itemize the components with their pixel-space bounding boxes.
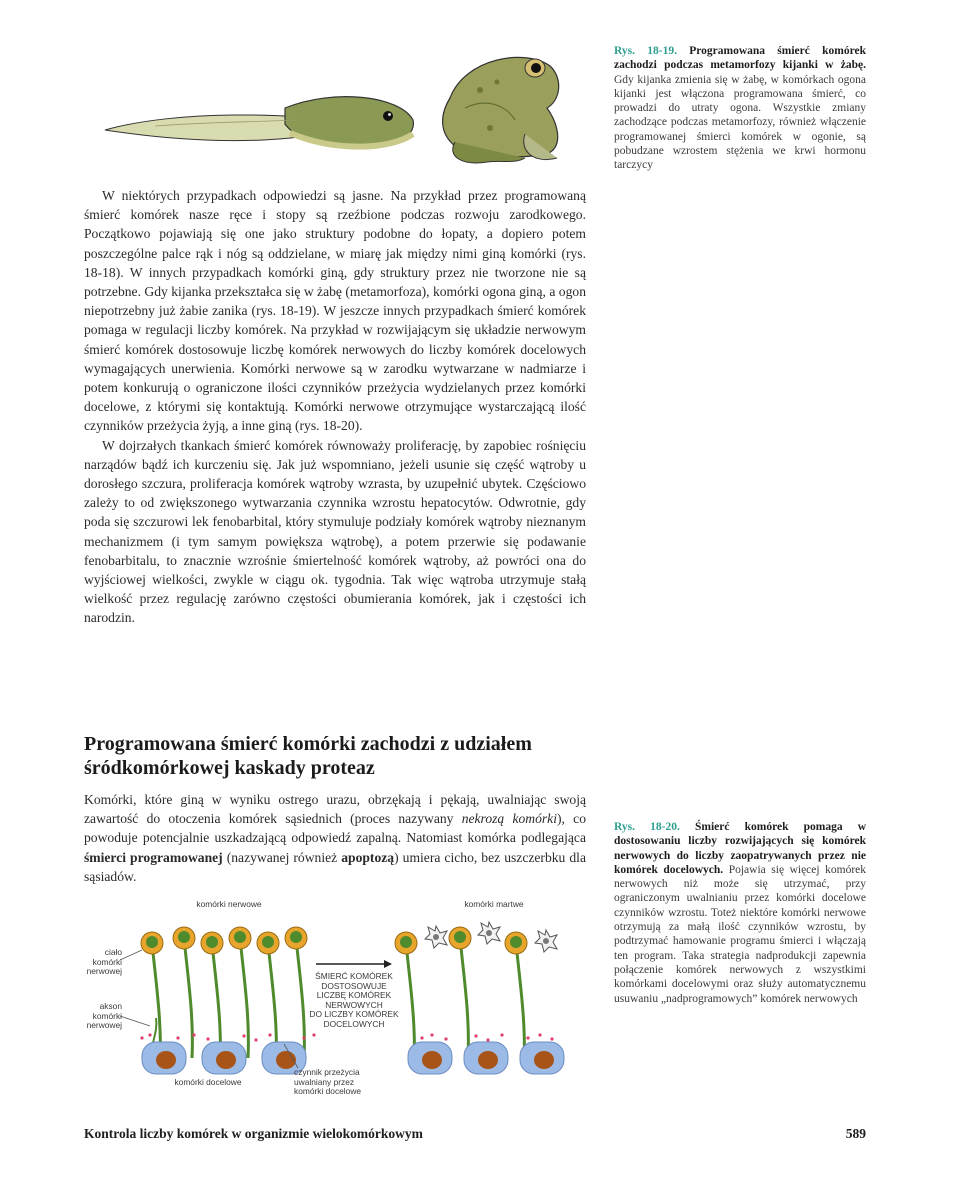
label-arrow-line-2: DOSTOSOWUJE (321, 980, 387, 991)
label-axon-line-1: akson (99, 1001, 122, 1011)
label-survival-factor (294, 1068, 394, 1097)
survival-factor-dots (140, 1033, 553, 1041)
caption-title: Śmierć komórek pomaga w dostosowaniu liczby rozwijających się komórek nerwowych do liczby zaopatrywanych przez nie komórek docelowych. (614, 821, 867, 876)
caption-fig-number: Rys. 18-20. (614, 821, 680, 833)
section-heading-line-2: śródkomórkowej kaskady proteaz (84, 757, 375, 779)
section-heading-line-1: Programowana śmierć komórki zachodzi z udziałem (84, 733, 532, 755)
label-axon-line-3: nerwowej (86, 1020, 122, 1031)
paragraph-3 (84, 790, 586, 886)
label-axon-line-2: komórki (92, 1010, 122, 1021)
paragraph-3-text-3: (nazywanej również (222, 849, 342, 865)
caption-fig-18-20 (614, 820, 866, 1006)
label-cell-body (78, 948, 122, 977)
label-cell-body-line-2: komórki (92, 956, 122, 967)
label-dead-cells: komórki martwe (464, 899, 524, 909)
metamorphosis-illustration (95, 38, 575, 178)
label-arrow-line-4: NERWOWYCH (325, 999, 383, 1010)
label-arrow-line-3: LICZBĘ KOMÓREK (316, 990, 392, 1001)
label-cell-body-line-3: nerwowej (86, 966, 122, 977)
term-apoptosis: apoptozą (341, 849, 395, 865)
term-necrosis: nekrozą komórki (461, 811, 557, 827)
label-nerve-cells: komórki nerwowe (196, 899, 262, 909)
frog-illustration (443, 57, 559, 163)
term-programmed-death: śmierci programowanej (84, 849, 223, 865)
caption-text: Gdy kijanka zmienia się w żabę, w komórkach ogona kijanki jest włączona programowana śmierć, co prowadzi do utraty ogona. Wszystkie zmiany zachodzące podczas metamorfozy, również włączenie programowanej śmierci komórek w ogonie, są pobudzane wzrostem stężenia we krwi hormonu tarczycy (614, 73, 866, 172)
right-target-cells (408, 1042, 564, 1074)
label-factor-line-2: uwalniany przez (294, 1076, 355, 1087)
paragraph-1: W niektórych przypadkach odpowiedzi są jasne. Na przykład przez programowaną śmierć komórek nasze ręce i stopy są rzeźbione podczas rozwoju zarodkowego. Początkowo pojawiają się one jako struktury podobne do łopaty, a dopiero potem poszczególne palce rąk i nóg są oddzielane, w miarę jak między nimi giną komórki (rys. 18-18). W innych przypadkach komórki giną, gdy struktury przez nie tworzone nie są potrzebne. Gdy kijanka przekształca się w żabę (metamorfoza), komórki ogona giną, a ogon niepotrzebny już żabie zanika (rys. 18-19). W jeszcze innych przypadkach śmierć komórek pomaga w regulacji liczby komórek. Na przykład w rozwijającym się układzie nerwowym śmierć komórek dostosowuje liczbę komórek nerwowych do liczby komórek docelowych wymagających unerwienia. Komórki nerwowe są w zarodku wytwarzane w nadmiarze i potem konkurują o ograniczone ilości czynników przeżycia wydzielanych przez komórki docelowe, z którymi się kontaktują. Komórki nerwowe otrzymujące wystarczającą ilość czynników przeżycia żyją, a inne giną (rys. 18-20). (84, 188, 586, 434)
paragraph-3-text-1: Komórki, które giną w wyniku ostrego urazu, obrzękają i pękają, uwalniając swoją zawartość do otoczenia komórek sąsiednich (proces nazywany (84, 792, 586, 827)
caption-text: Pojawia się więcej komórek nerwowych niż może się utrzymać, przy ograniczonym uwalnianiu przez komórki docelowe czynników wzrostu. Toteż niektóre komórki nerwowe otrzymują za małą ilość czynników wzrostu, by podtrzymać hamowanie programu śmierci i włączają ten program. Taka strategia nadprodukcji zapewnia połączenie komórek nerwowych z wszystkimi komórkami docelowymi oraz służy automatycznemu usuwaniu „nadprogramowych” komórek nerwowych (614, 863, 867, 1005)
caption-fig-18-19 (614, 44, 866, 173)
label-arrow-line-5: DO LICZBY KOMÓREK (309, 1009, 399, 1020)
caption-title: Programowana śmierć komórek zachodzi podczas metamorfozy kijanki w żabę. (614, 45, 866, 72)
label-factor-line-3: komórki docelowe (294, 1086, 362, 1097)
body-text-lower (84, 790, 586, 886)
dead-cells (425, 922, 557, 952)
page-number: 589 (845, 1126, 866, 1141)
nerve-cell-diagram (84, 898, 584, 1098)
label-factor-line-1: czynnik przeżycia (294, 1067, 360, 1077)
tadpole-illustration (105, 97, 413, 149)
label-arrow-line-6: DOCELOWYCH (323, 1018, 385, 1029)
caption-fig-number: Rys. 18-19. (614, 45, 677, 57)
paragraph-3-text-4: ) umiera cicho, bez uszczerbku dla sąsiadów. (84, 849, 586, 884)
running-footer-title: Kontrola liczby komórek w organizmie wielokomórkowym (84, 1126, 423, 1141)
label-target-cells: komórki docelowe (174, 1077, 242, 1087)
label-arrow-text (290, 972, 418, 1030)
section-heading (84, 732, 604, 780)
label-axon (78, 1002, 122, 1031)
paragraph-2: W dojrzałych tkankach śmierć komórek równoważy proliferację, by zapobiec rośnięciu narządów bądź ich kurczeniu się. Jak już wspomniano, jeżeli usunie się część wątroby u dorosłego szczura, proliferacja komórek wątroby wzrasta, by uzupełnić ubytek. Częściowo zależy to od zwiększonego wytwarzania czynnika wzrostu hepatocytów. Odwrotnie, gdy poda się szczurowi lek fenobarbital, który stymuluje podziały komórek wątroby nieznanym mechanizmem (i tym samym powiększa wątrobę), a potem przerwie się podawanie fenobarbitalu, to znacznie wzrośnie śmiertelność komórek wątroby, aż powróci ona do wyjściowej wielkości, zwykle w ciągu ok. tygodnia. Tak więc wątroba utrzymuje stałą wielkość przez regulację zarówno częstości obumierania komórek, jak i częstości ich narodzin. (84, 437, 586, 626)
paragraph-3-text-2: ), co powoduje potencjalnie uszkadzającą odpowiedź zapalną. Natomiast komórka podlegająca (84, 811, 586, 846)
body-text-upper (84, 186, 586, 628)
label-cell-body-line-1: ciało (104, 947, 122, 957)
left-target-cells (142, 1042, 306, 1074)
label-arrow-line-1: ŚMIERĆ KOMÓREK (315, 971, 393, 981)
